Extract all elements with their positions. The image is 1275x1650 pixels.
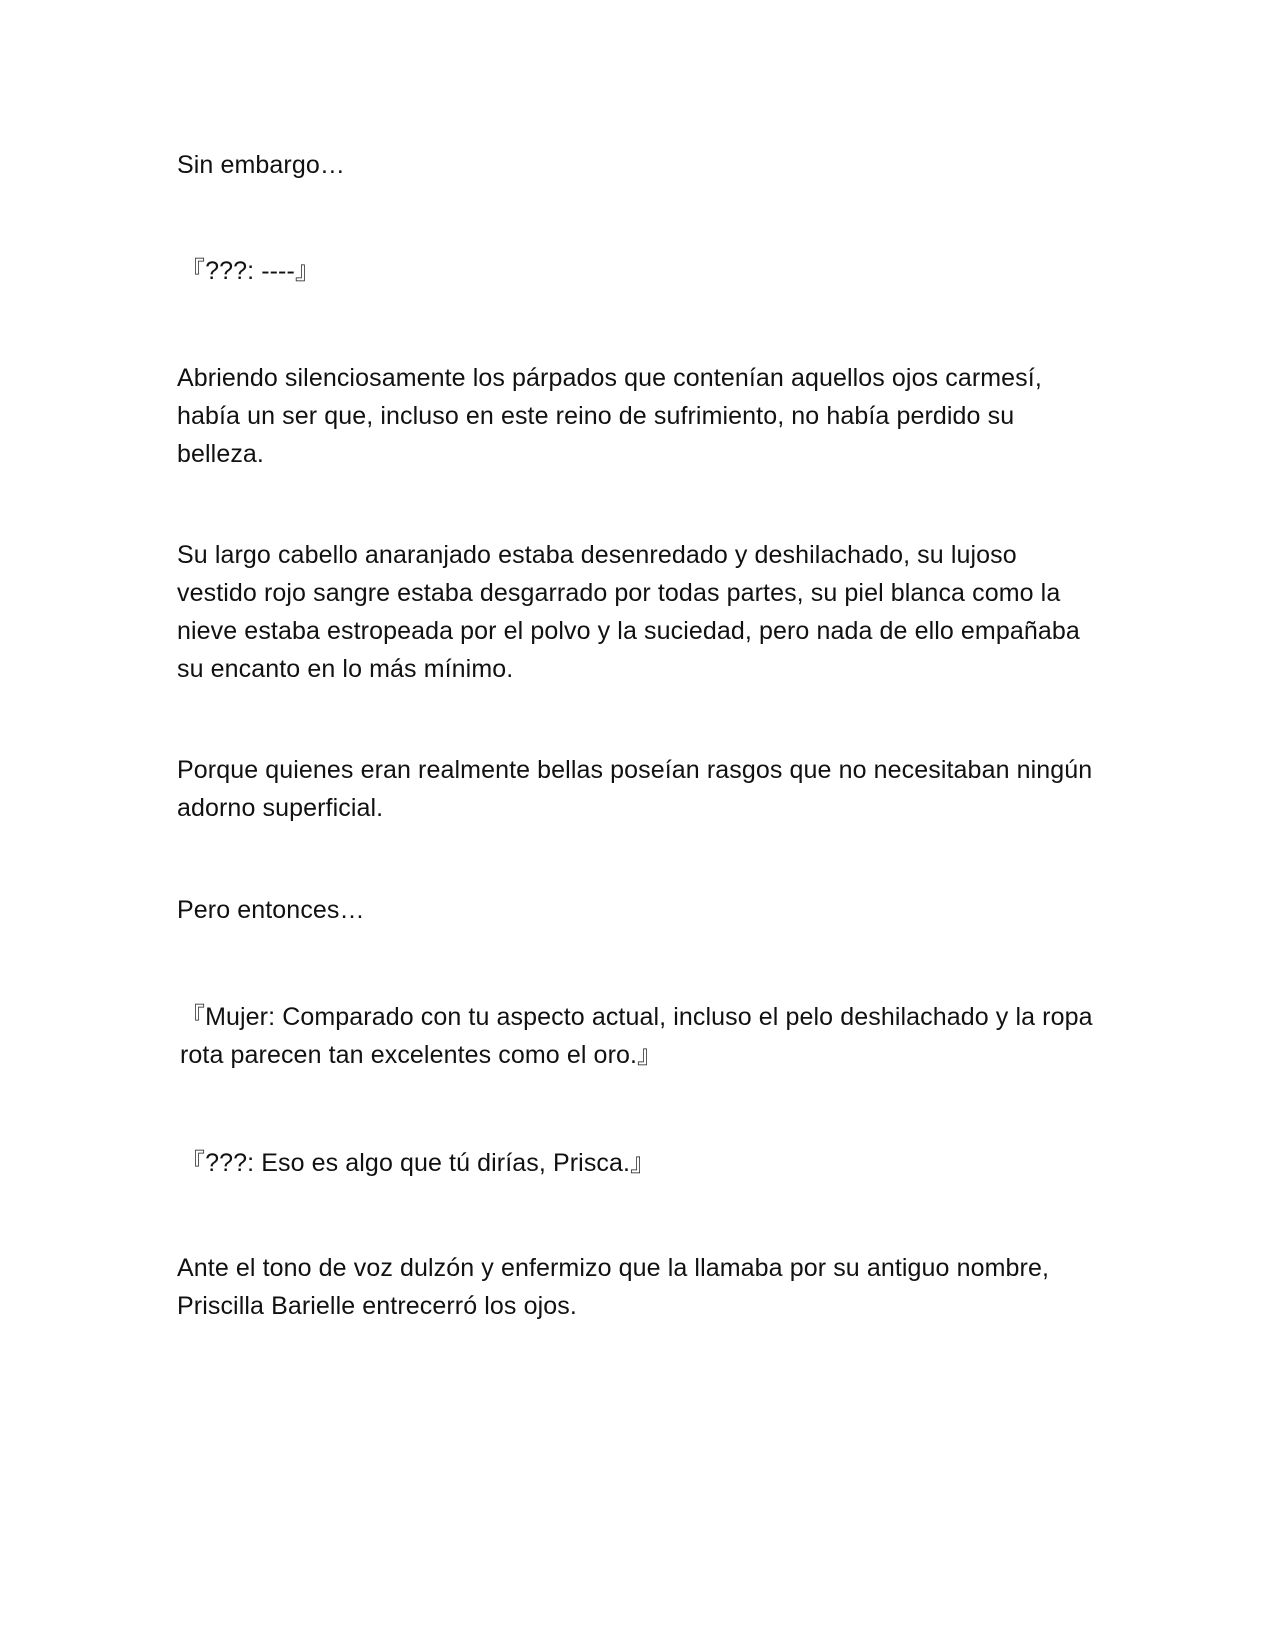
dialogue-unknown-silence: 『???: ----』 [180,257,321,285]
dialogue-unknown-prisca: 『???: Eso es algo que tú dirías, Prisca.』 [180,1149,656,1177]
paragraph-appearance: Su largo cabello anaranjado estaba desenredado y deshilachado, su lujoso vestido rojo sangre estaba desgarrado por todas partes, su piel blanca como la nieve estaba estropeada por el polvo y la suciedad, pero nada de ello empañaba su encanto en lo más mínimo. [177,541,1080,683]
paragraph-sin-embargo: Sin embargo… [177,151,345,179]
paragraph-priscilla-barielle: Ante el tono de voz dulzón y enfermizo que la llamaba por su antiguo nombre, Priscilla Barielle entrecerró los ojos. [177,1254,1050,1320]
dialogue-mujer: 『Mujer: Comparado con tu aspecto actual, incluso el pelo deshilachado y la ropa rota parecen tan excelentes como el oro.』 [180,1003,1100,1069]
paragraph-true-beauty: Porque quienes eran realmente bellas poseían rasgos que no necesitaban ningún adorno superficial. [177,756,1093,822]
paragraph-pero-entonces: Pero entonces… [177,896,365,924]
paragraph-crimson-eyes: Abriendo silenciosamente los párpados que contenían aquellos ojos carmesí, había un ser que, incluso en este reino de sufrimiento, no había perdido su belleza. [177,364,1042,468]
